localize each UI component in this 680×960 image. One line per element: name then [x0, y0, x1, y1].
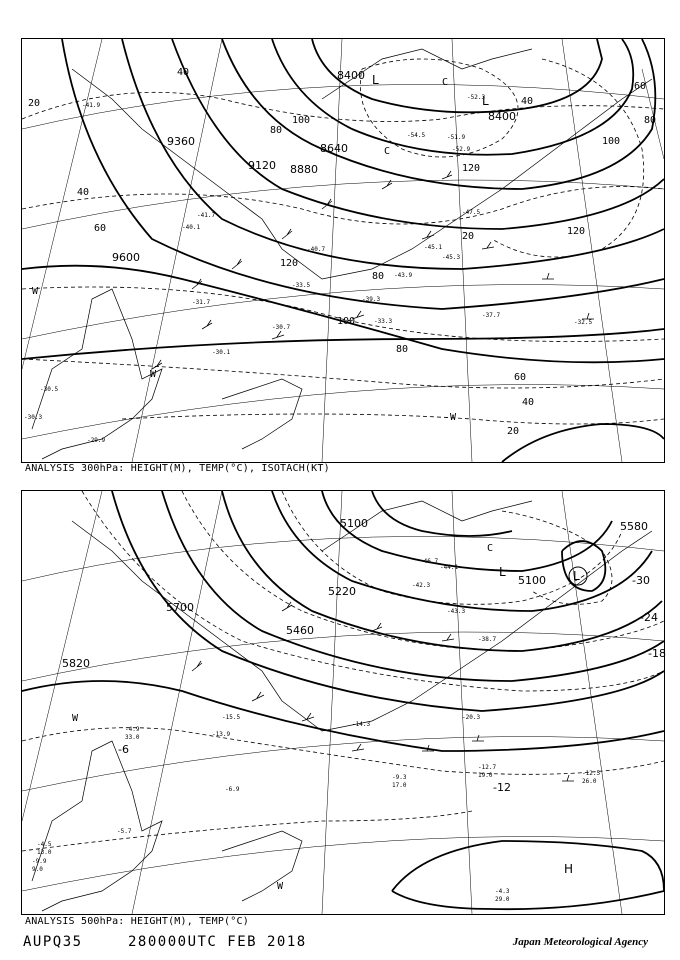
station-value: -45.1 — [424, 244, 443, 251]
station-value: 29.0 — [495, 896, 510, 903]
warm-marker: W — [450, 412, 457, 423]
station-value: -44.1 — [440, 564, 459, 571]
station-value: -45.3 — [442, 254, 461, 261]
isotach-label: 80 — [270, 125, 283, 136]
station-value: 19.0 — [478, 772, 493, 779]
isotach-label: 40 — [522, 397, 535, 408]
height-label: 5460 — [286, 624, 314, 637]
station-value: -40.1 — [182, 224, 201, 231]
height-label: 5220 — [328, 585, 356, 598]
isotach-label: 40 — [177, 67, 190, 78]
station-value: -42.3 — [412, 582, 431, 589]
caption-300hpa: ANALYSIS 300hPa: HEIGHT(M), TEMP(°C), ISOTACH(KT) — [25, 463, 330, 474]
isotach-label: 100 — [337, 316, 356, 327]
low-marker: L — [573, 569, 580, 583]
isotherm-label: -6 — [118, 743, 129, 756]
map-panel-500hpa — [21, 490, 665, 915]
height-contours — [22, 491, 664, 909]
station-value: -12.7 — [478, 764, 497, 771]
station-value: 13.0 — [37, 849, 52, 856]
station-value: -43.9 — [394, 272, 413, 279]
isotach-label: 40 — [77, 187, 90, 198]
station-value: 33.0 — [125, 734, 140, 741]
height-label: 9600 — [112, 251, 140, 264]
station-value: -38.7 — [478, 636, 497, 643]
isotach-label: 40 — [521, 96, 534, 107]
height-label: 8400 — [488, 110, 516, 123]
warm-marker: W — [277, 881, 284, 892]
station-value: -4.3 — [495, 888, 510, 895]
isotach-label: 80 — [372, 271, 385, 282]
isotherm-label: -12 — [493, 781, 511, 794]
station-value: -52.3 — [467, 94, 486, 101]
station-value: -20.3 — [462, 714, 481, 721]
isotach-label: 20 — [462, 231, 475, 242]
station-value: -40.7 — [307, 246, 326, 253]
height-label: 9360 — [167, 135, 195, 148]
station-value: -33.5 — [292, 282, 311, 289]
station-value: -46.7 — [420, 558, 439, 565]
height-label: 8880 — [290, 163, 318, 176]
caption-500hpa: ANALYSIS 500hPa: HEIGHT(M), TEMP(°C) — [25, 916, 249, 927]
low-marker: L — [499, 565, 506, 579]
station-value: 26.0 — [582, 778, 597, 785]
station-value: -30.3 — [24, 414, 43, 421]
height-label: 9120 — [248, 159, 276, 172]
valid-time: 280000UTC FEB 2018 — [128, 934, 307, 950]
agency-credit: Japan Meteorological Agency — [512, 936, 648, 948]
station-value: 17.0 — [392, 782, 407, 789]
station-value: -30.1 — [212, 349, 231, 356]
wind-barbs — [192, 602, 574, 781]
cold-marker: C — [442, 77, 449, 88]
isotach-label: 20 — [507, 426, 520, 437]
isotherm-label: -24 — [640, 611, 658, 624]
station-value: -6.9 — [225, 786, 240, 793]
station-value: -30.5 — [40, 386, 59, 393]
isotach-label: 80 — [644, 115, 657, 126]
station-value: -33.3 — [374, 318, 393, 325]
height-label: 5820 — [62, 657, 90, 670]
station-value: -5.7 — [117, 828, 132, 835]
low-marker: L — [482, 94, 489, 108]
warm-marker: W — [150, 369, 157, 380]
isotach-label: 60 — [634, 81, 647, 92]
height-label: 8640 — [320, 142, 348, 155]
station-value: -54.5 — [407, 132, 426, 139]
isotach-label: 120 — [280, 258, 299, 269]
isotach-label: 100 — [602, 136, 621, 147]
warm-marker: W — [32, 286, 39, 297]
height-label: 8400 — [337, 69, 365, 82]
station-value: -13.9 — [212, 731, 231, 738]
station-value: -37.7 — [482, 312, 501, 319]
station-value: -31.7 — [192, 299, 211, 306]
height-label: 5100 — [518, 574, 546, 587]
isotach-label: 20 — [28, 98, 41, 109]
height-label: 5100 — [340, 517, 368, 530]
station-value: -30.7 — [272, 324, 291, 331]
map-panel-300hpa — [21, 38, 665, 463]
isotach-label: 80 — [396, 344, 409, 355]
station-value: -4.5 — [37, 841, 52, 848]
isotach-label: 60 — [514, 372, 527, 383]
isotherm-contours — [22, 491, 664, 851]
isotach-label: 120 — [567, 226, 586, 237]
cold-marker: C — [384, 146, 391, 157]
pressure-systems — [32, 73, 489, 423]
station-value: -43.3 — [447, 608, 466, 615]
cold-marker: C — [487, 543, 494, 554]
station-value: -15.5 — [222, 714, 241, 721]
station-value: -29.9 — [87, 437, 106, 444]
isotherm-label: -30 — [632, 574, 650, 587]
warm-marker: W — [72, 713, 79, 724]
map-500hpa — [22, 491, 664, 914]
station-value: -41.9 — [82, 102, 101, 109]
isotach-label: 100 — [292, 115, 311, 126]
low-marker: L — [372, 73, 379, 87]
height-label: 5580 — [620, 520, 648, 533]
isotherm-labels — [118, 574, 666, 794]
isotach-contours — [22, 59, 664, 424]
product-code: AUPQ35 — [23, 934, 83, 950]
map-300hpa — [22, 39, 664, 462]
station-value: -14.3 — [352, 721, 371, 728]
station-value: -41.7 — [197, 212, 216, 219]
isotach-label: 120 — [462, 163, 481, 174]
station-value: -12.5 — [582, 770, 601, 777]
station-value: -51.9 — [447, 134, 466, 141]
station-value: 9.0 — [32, 866, 43, 873]
station-value: -47.5 — [462, 209, 481, 216]
station-value: -9.9 — [32, 858, 47, 865]
height-label: 5700 — [166, 601, 194, 614]
station-value: -32.5 — [574, 319, 593, 326]
station-value: -39.3 — [362, 296, 381, 303]
isotherm-label: -18 — [648, 647, 666, 660]
isotach-label: 60 — [94, 223, 107, 234]
height-labels — [112, 69, 516, 264]
station-plots — [32, 558, 600, 903]
high-marker: H — [564, 862, 574, 876]
station-value: -52.9 — [452, 146, 471, 153]
height-labels — [62, 517, 648, 670]
station-value: -4.9 — [125, 726, 140, 733]
station-value: -9.3 — [392, 774, 407, 781]
